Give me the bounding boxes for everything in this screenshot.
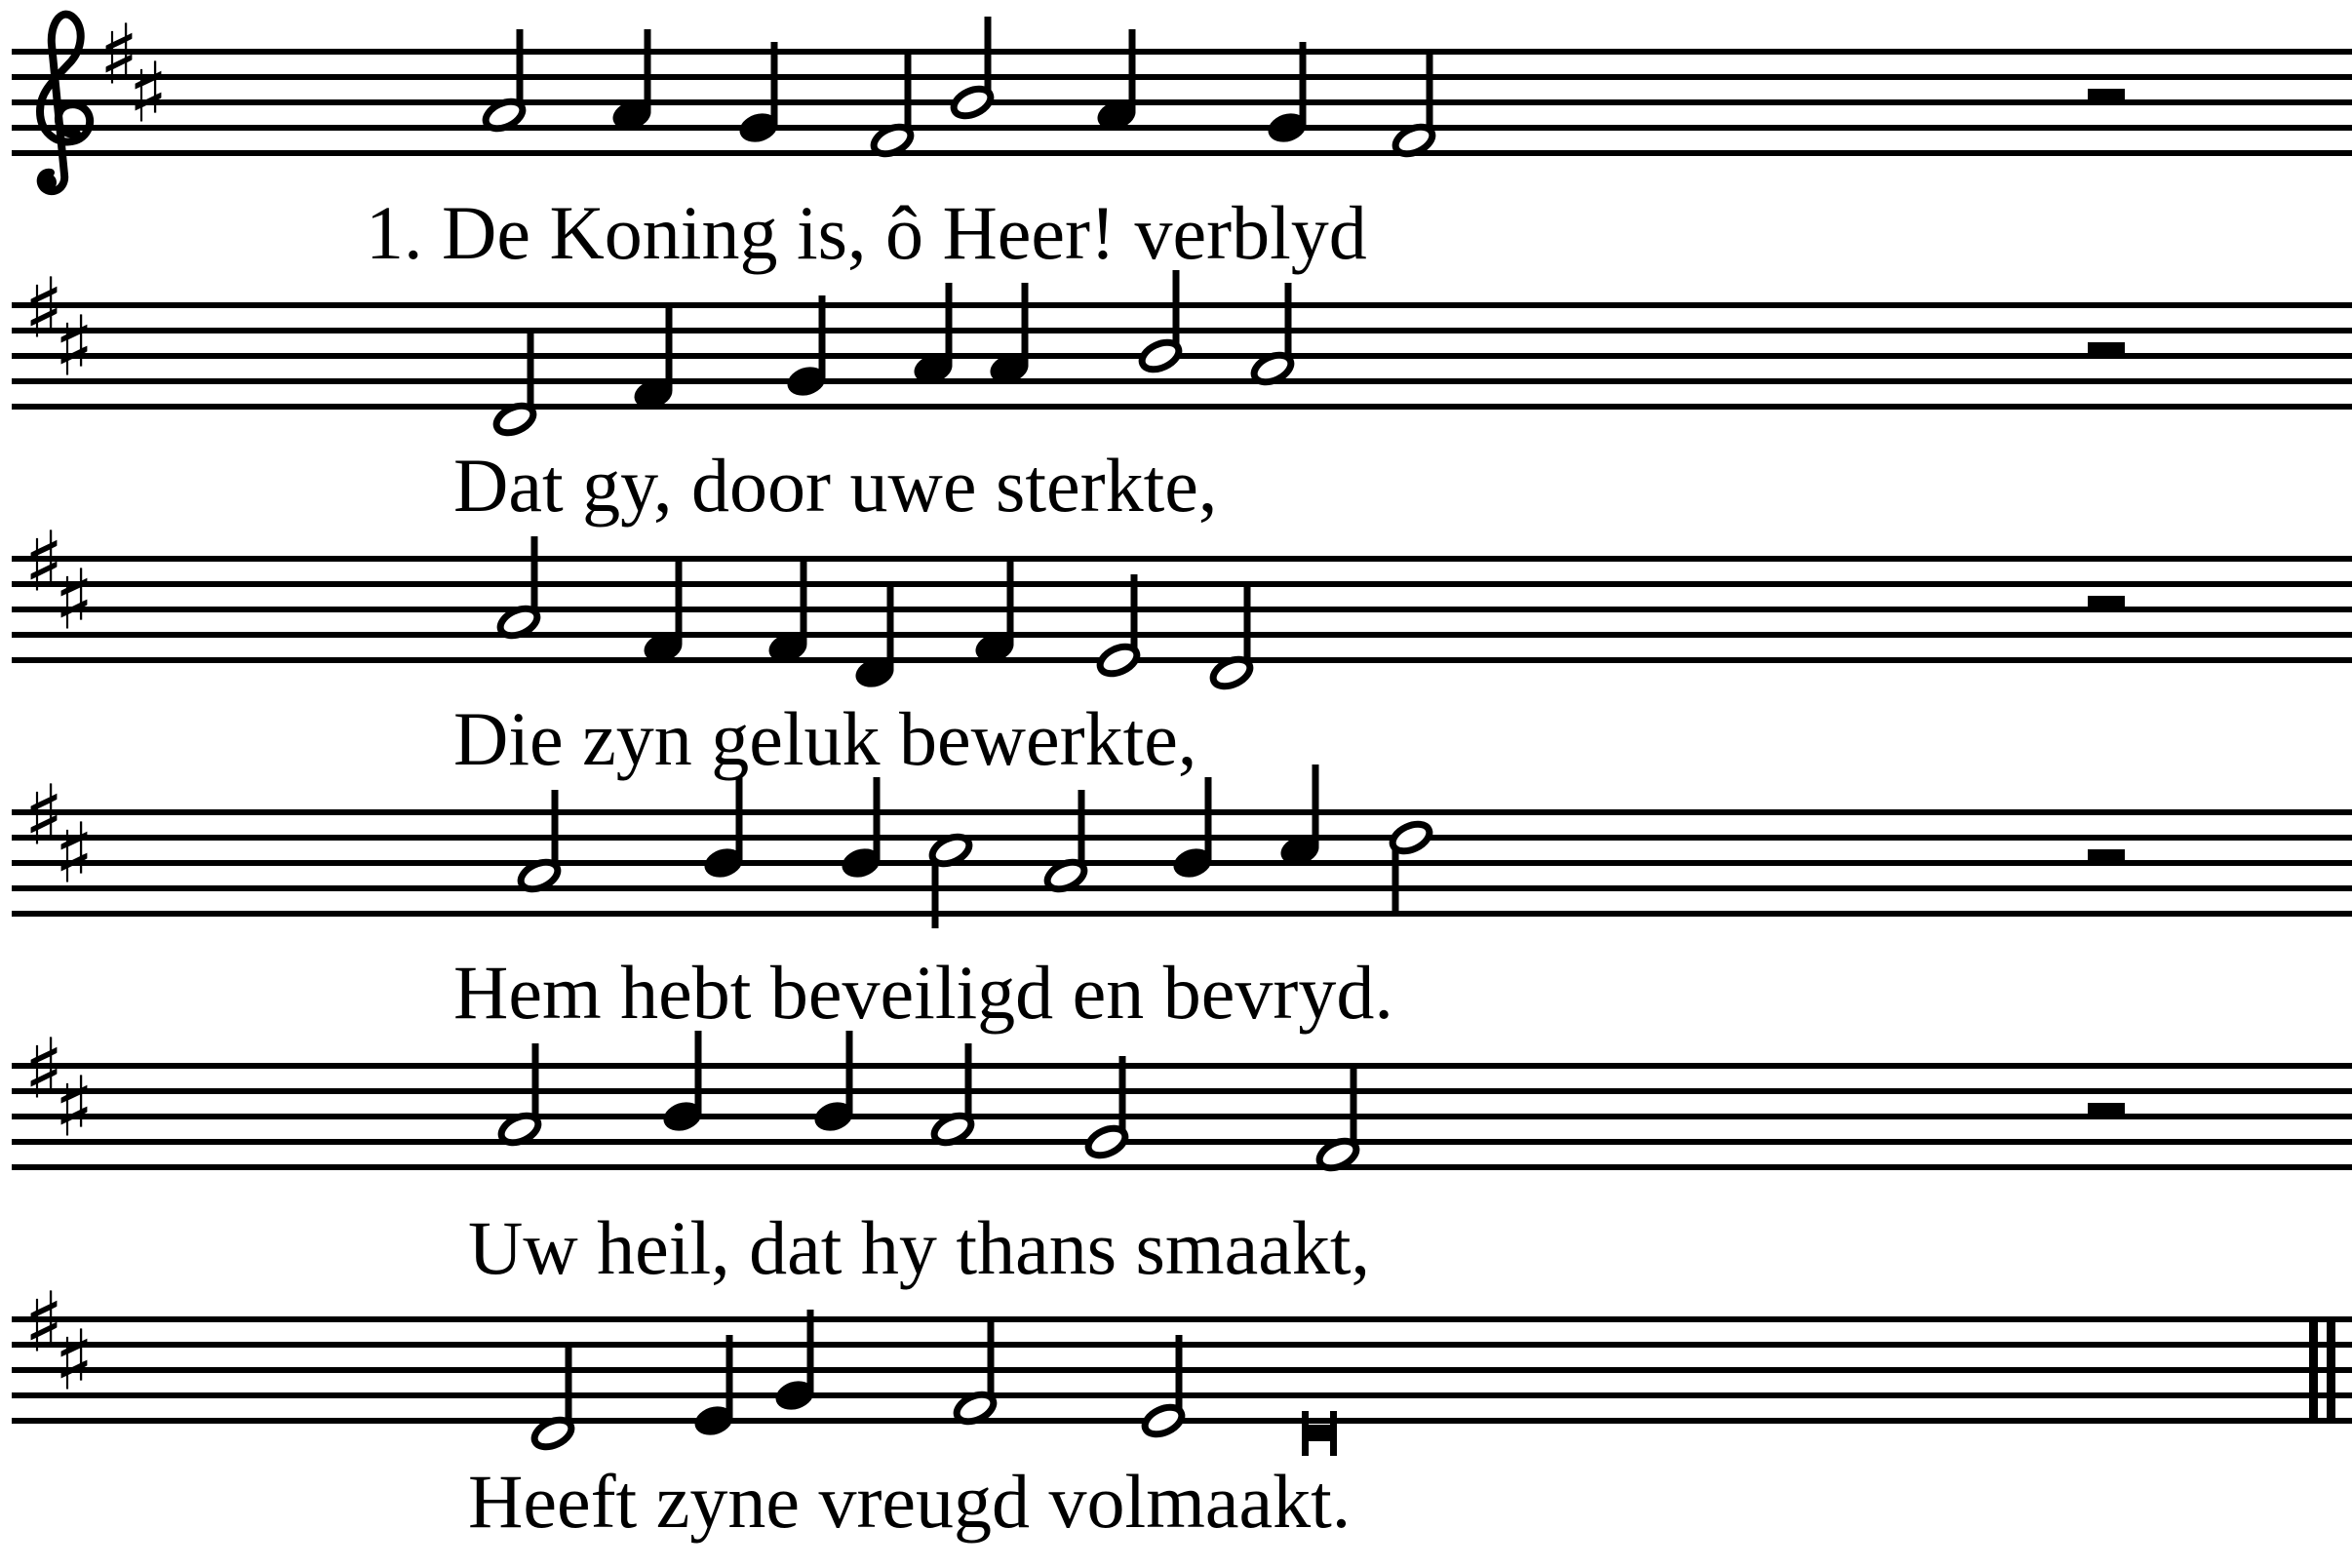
sharp-icon: ♯ (54, 1313, 95, 1410)
measure-rest (2088, 849, 2125, 863)
sharp-icon: ♯ (54, 298, 95, 396)
sharp-icon: ♯ (54, 552, 95, 649)
note-half (1315, 1069, 1360, 1173)
note-half (1043, 790, 1088, 894)
note-half (530, 1348, 575, 1452)
note-half (1141, 1335, 1186, 1439)
sharp-icon: ♯ (98, 7, 139, 104)
lyrics-layer (366, 190, 1393, 1544)
final-barline (2327, 1316, 2335, 1424)
lyric-line-1: 1. De Koning is, ô Heer! verblyd (366, 190, 1367, 275)
staff-system (12, 764, 2352, 928)
note-quarter (772, 1310, 818, 1414)
sharp-icon: ♯ (23, 1021, 64, 1118)
lyric-line-6: Heeft zyne vreugd volmaakt. (468, 1459, 1352, 1544)
lyric-line-5: Uw heil, dat hy thans smaakt, (468, 1205, 1370, 1290)
note-quarter (736, 42, 782, 146)
final-barline (2309, 1316, 2318, 1424)
sharp-icon: ♯ (23, 1274, 64, 1372)
staff-system (12, 1022, 2352, 1174)
note-quarter (641, 562, 686, 666)
treble-clef-icon (39, 174, 57, 191)
note-breve (1302, 1411, 1337, 1456)
sharp-icon: ♯ (23, 514, 64, 611)
measure-rest (2088, 89, 2125, 102)
note-quarter (660, 1031, 706, 1135)
measure-rest (2088, 596, 2125, 609)
note-half (496, 536, 541, 641)
staff-system (12, 1275, 2352, 1457)
note-half (497, 1043, 542, 1148)
lyric-line-3: Die zyn geluk bewerkte, (453, 696, 1197, 781)
staff-system (12, 8, 2352, 192)
note-quarter (852, 587, 898, 691)
note-quarter (609, 29, 655, 134)
open-notehead (1138, 337, 1183, 375)
staff-system (12, 515, 2352, 692)
sharp-icon: ♯ (54, 805, 95, 903)
note-quarter (1277, 764, 1323, 869)
measure-rest (2088, 342, 2125, 356)
note-half (950, 17, 995, 121)
note-quarter (972, 562, 1018, 666)
open-notehead (950, 84, 995, 122)
note-quarter (839, 777, 884, 882)
note-half (1084, 1056, 1129, 1160)
note-quarter (1094, 29, 1140, 134)
breve-notehead (1302, 1425, 1337, 1441)
note-half (953, 1322, 998, 1427)
open-notehead (1096, 642, 1141, 680)
open-notehead (1141, 1402, 1186, 1440)
note-half (1138, 270, 1183, 374)
note-half (1096, 574, 1141, 679)
note-quarter (987, 283, 1033, 387)
note-quarter (1265, 42, 1311, 146)
sharp-icon: ♯ (128, 45, 169, 142)
measure-rest (2088, 1103, 2125, 1117)
note-quarter (691, 1335, 737, 1439)
open-notehead (1389, 819, 1433, 857)
note-quarter (631, 308, 677, 412)
note-half (517, 790, 562, 894)
sharp-icon: ♯ (23, 767, 64, 865)
note-half (1250, 283, 1295, 387)
note-half (1392, 55, 1436, 159)
note-half (482, 29, 527, 134)
note-quarter (701, 777, 747, 882)
sharp-icon: ♯ (23, 260, 64, 358)
staff-system (12, 261, 2352, 439)
sharp-icon: ♯ (54, 1059, 95, 1156)
note-half (492, 333, 537, 438)
note-quarter (784, 295, 830, 400)
lyric-line-2: Dat gy, door uwe sterkte, (453, 443, 1218, 528)
note-quarter (765, 562, 811, 666)
lyric-line-4: Hem hebt beveiligd en bevryd. (453, 950, 1393, 1035)
note-half (1209, 587, 1254, 691)
note-half (1389, 819, 1433, 916)
note-half (930, 1043, 975, 1148)
note-quarter (811, 1031, 857, 1135)
note-quarter (911, 283, 957, 387)
note-quarter (1170, 777, 1216, 882)
open-notehead (1084, 1123, 1129, 1161)
note-half (870, 55, 915, 159)
